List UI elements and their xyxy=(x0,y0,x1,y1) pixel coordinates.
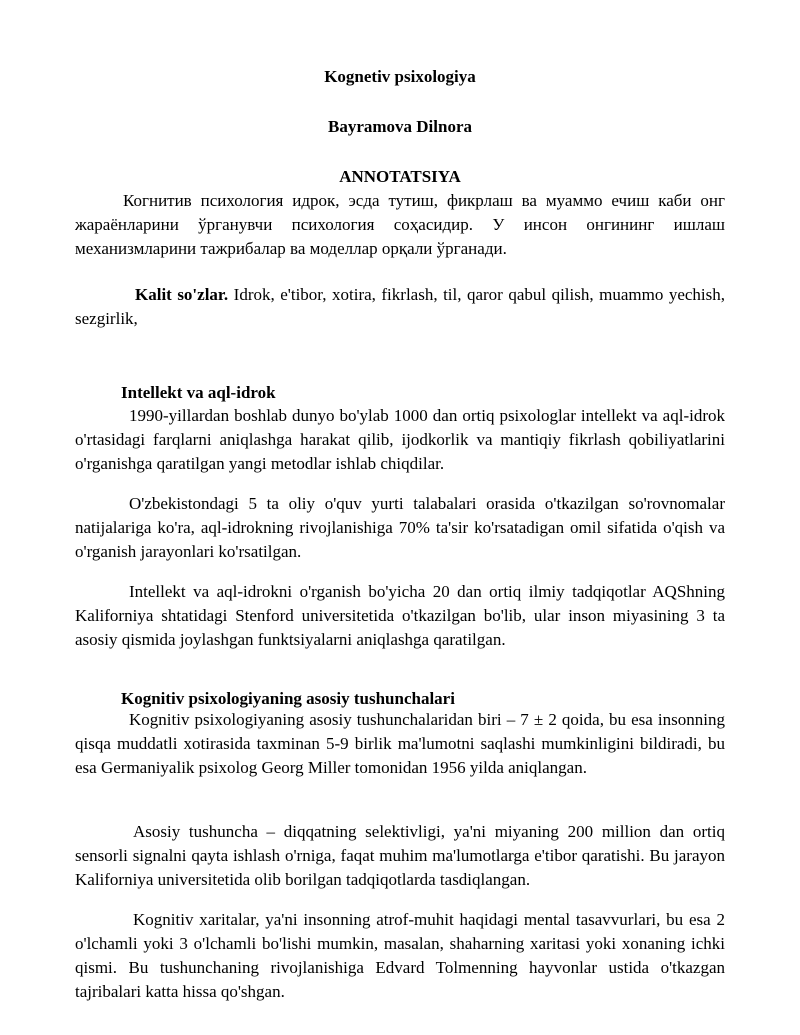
section-paragraph: O'zbekistondagi 5 ta oliy o'quv yurti talabalari orasida o'tkazilgan so'rovnomalar natijalariga ko'ra, aql-idrokning rivojlanishiga 70% ta'sir ko'rsatadigan omil sifatida o'qish va o'rganish jarayonlari ko'rsatilgan. xyxy=(75,494,725,561)
keywords-label: Kalit so'zlar. xyxy=(135,285,229,304)
author-name: Bayramova Dilnora xyxy=(327,117,473,136)
section-paragraph: Asosiy tushuncha – diqqatning selektivligi, ya'ni miyaning 200 million dan ortiq sensorli signalni qayta ishlash o'rniga, faqat muhim ma'lumotlarga e'tibor qaratishi. Bu jarayon Kaliforniya universitetida olib borilgan tadqiqotlarda tasdiqlangan. xyxy=(75,822,725,889)
section-paragraph: Kognitiv psixologiyaning asosiy tushunchalaridan biri – 7 ± 2 qoida, bu esa insonning qisqa muddatli xotirasida taxminan 5-9 birlik ma'lumotni saqlashi mumkinligini bildiradi, bu esa Germaniyalik psixolog Georg Miller tomonidan 1956 yilda aniqlangan. xyxy=(75,710,725,777)
annotation-heading: ANNOTATSIYA xyxy=(339,167,461,186)
keywords-paragraph xyxy=(75,283,725,331)
document-title: Kognetiv psixologiya xyxy=(324,67,476,86)
section-paragraph: Intellekt va aql-idrokni o'rganish bo'yicha 20 dan ortiq ilmiy tadqiqotlar AQShning Kaliforniya shtatidagi Stenford universitetida o'tkazilgan bo'lib, ular inson miyasining 3 ta asosiy qismida joylashgan funktsiyalarni aniqlashga qaratilgan. xyxy=(75,582,725,649)
annotation-text: Когнитив психология идрок, эсда тутиш, фикрлаш ва муаммо ечиш каби онг жараёнларини ўрганувчи психология соҳасидир. У инсон онгининг ишлаш механизмларини тажрибалар ва моделлар орқали ўрганади. xyxy=(75,191,725,258)
section-heading: Kognitiv psixologiyaning asosiy tushunchalari xyxy=(121,689,455,708)
section-paragraph: Kognitiv xaritalar, ya'ni insonning atrof-muhit haqidagi mental tasavvurlari, bu esa 2 o'lchamli yoki 3 o'lchamli bo'lishi mumkin, masalan, shaharning xaritasi yoki xonaning ichki qismi. Bu tushunchaning rivojlanishiga Edvard Tolmenning hayvonlar ustida o'tkazgan tajribalari katta hissa qo'shgan. xyxy=(75,910,725,1001)
keywords-text: Idrok, e'tibor, xotira, fikrlash, til, qaror qabul qilish, muammo yechish, sezgirlik, xyxy=(75,285,725,328)
section-paragraph: 1990-yillardan boshlab dunyo bo'ylab 1000 dan ortiq psixologlar intellekt va aql-idrok o'rtasidagi farqlarni aniqlashga harakat qilib, ijodkorlik va mantiqiy fikrlash qobiliyatlarini o'rganishga qaratilgan yangi metodlar ishlab chiqdilar. xyxy=(75,406,725,473)
section-heading: Intellekt va aql-idrok xyxy=(121,383,276,402)
